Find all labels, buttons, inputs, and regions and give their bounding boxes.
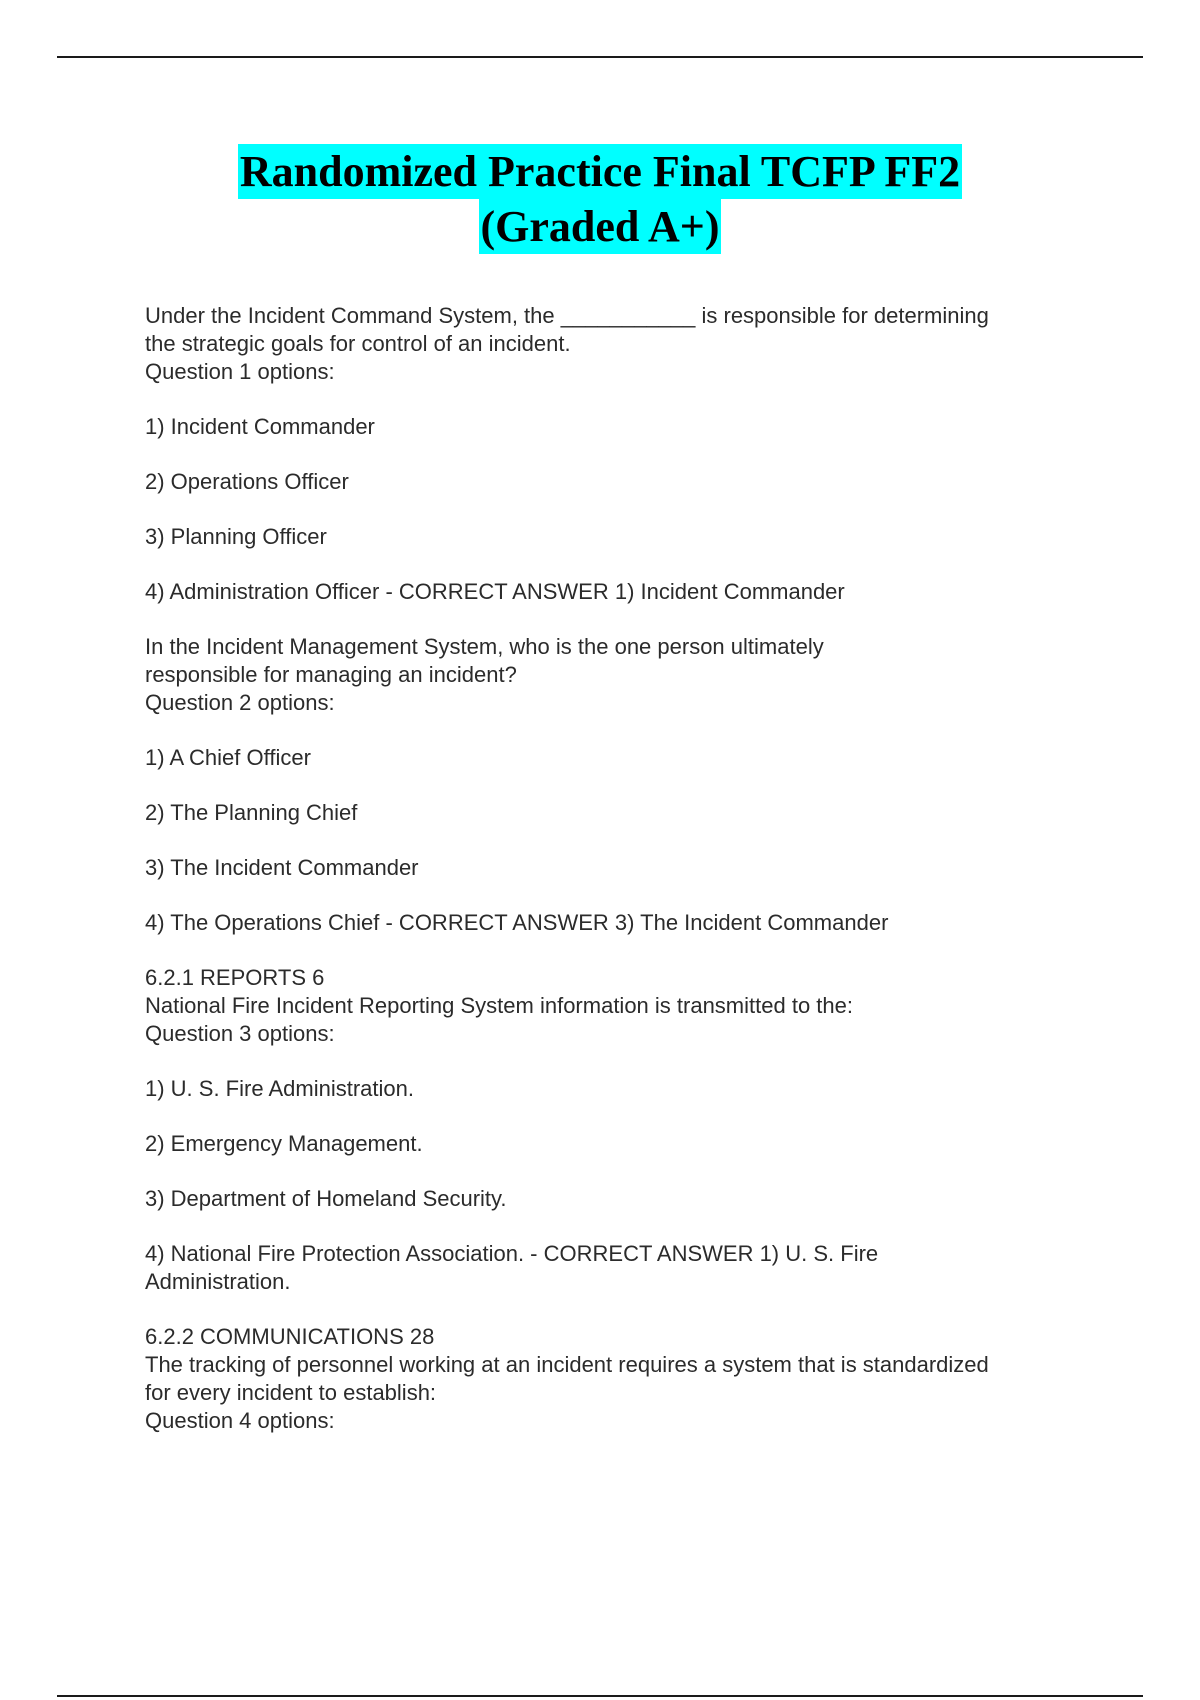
document-body [145, 302, 1085, 1435]
title-line-1: Randomized Practice Final TCFP FF2 [238, 144, 962, 199]
question-2-prompt-line2: responsible for managing an incident? [145, 662, 517, 687]
question-4-prompt-line1: The tracking of personnel working at an incident requires a system that is standardized [145, 1352, 989, 1377]
question-1 [145, 302, 1085, 606]
question-2-prompt [145, 633, 1085, 689]
question-1-blank: ___________ [560, 303, 696, 328]
question-3-option-2: 2) Emergency Management. [145, 1131, 423, 1156]
question-1-option-2: 2) Operations Officer [145, 469, 349, 494]
question-4-section: 6.2.2 COMMUNICATIONS 28 [145, 1324, 435, 1349]
question-3-options-label: Question 3 options: [145, 1021, 335, 1046]
question-2-option-2: 2) The Planning Chief [145, 800, 358, 825]
question-3-option-4-line1: 4) National Fire Protection Association. - CORRECT ANSWER 1) U. S. Fire [145, 1241, 879, 1266]
question-1-option-3: 3) Planning Officer [145, 524, 327, 549]
question-2-options-label: Question 2 options: [145, 690, 335, 715]
top-rule [57, 56, 1143, 58]
question-1-option-4: 4) Administration Officer - CORRECT ANSWER 1) Incident Commander [145, 579, 845, 604]
question-2-option-4: 4) The Operations Chief - CORRECT ANSWER 3) The Incident Commander [145, 910, 889, 935]
question-2 [145, 633, 1085, 937]
question-3-option-4-line2: Administration. [145, 1269, 291, 1294]
question-3-option-1: 1) U. S. Fire Administration. [145, 1076, 414, 1101]
question-4-options-label: Question 4 options: [145, 1408, 335, 1433]
question-1-prompt-part2: is responsible for determining [701, 303, 989, 328]
question-1-option-1: 1) Incident Commander [145, 414, 375, 439]
question-1-options-label: Question 1 options: [145, 359, 335, 384]
question-4 [145, 1323, 1085, 1435]
question-1-prompt [145, 302, 1085, 358]
question-4-prompt-line2: for every incident to establish: [145, 1380, 437, 1405]
question-3-option-4 [145, 1240, 1085, 1296]
question-2-option-3: 3) The Incident Commander [145, 855, 419, 880]
question-3-prompt: National Fire Incident Reporting System information is transmitted to the: [145, 993, 853, 1018]
question-1-prompt-line2: the strategic goals for control of an incident. [145, 331, 571, 356]
question-2-prompt-line1: In the Incident Management System, who is the one person ultimately [145, 634, 824, 659]
question-3-section: 6.2.1 REPORTS 6 [145, 965, 325, 990]
question-3 [145, 964, 1085, 1296]
question-4-prompt [145, 1351, 1085, 1407]
question-2-option-1: 1) A Chief Officer [145, 745, 311, 770]
question-1-prompt-part1: Under the Incident Command System, the [145, 303, 555, 328]
document-title [0, 144, 1200, 254]
question-3-option-3: 3) Department of Homeland Security. [145, 1186, 507, 1211]
bottom-rule [57, 1695, 1143, 1697]
title-line-2: (Graded A+) [479, 199, 722, 254]
